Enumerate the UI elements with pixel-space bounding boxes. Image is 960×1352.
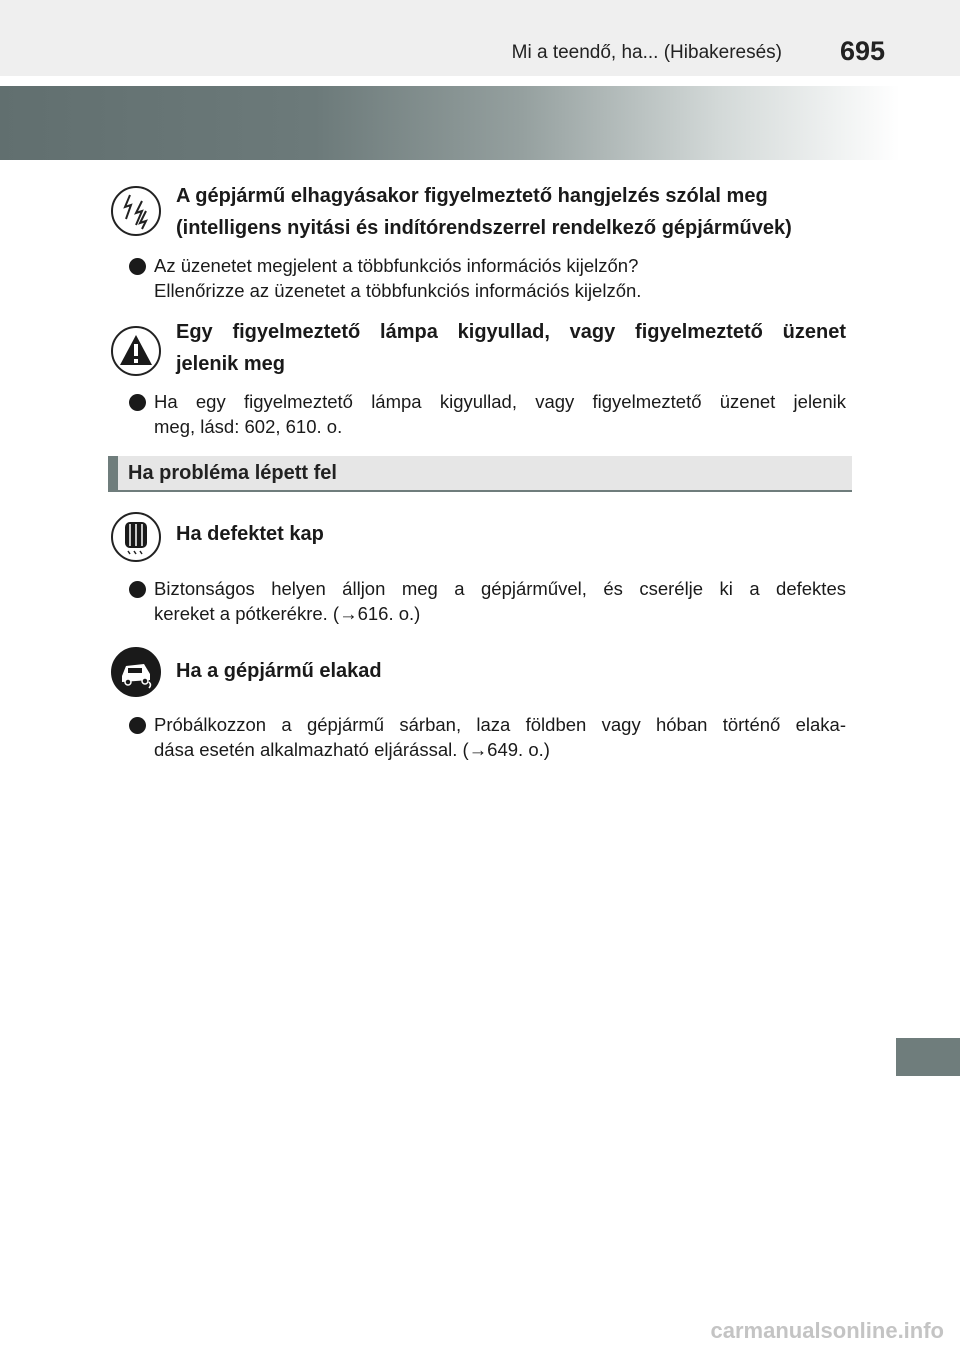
paragraph-warning-lamp xyxy=(154,389,846,439)
watermark: carmanualsonline.info xyxy=(710,1318,944,1343)
heading-line-1: Egy figyelmeztető lámpa kigyullad, vagy figyelmeztető üzenet xyxy=(176,321,846,343)
page-number: 695 xyxy=(839,36,885,66)
heading-line-1: A gépjármű elhagyásakor figyelmeztető hangjelzés szólal meg xyxy=(176,185,768,207)
heading-line-2: jelenik meg xyxy=(176,353,285,375)
exclamation-icon xyxy=(111,326,161,376)
paragraph-line-2: meg, lásd: 602, 610. o. xyxy=(154,416,343,437)
header-bar xyxy=(0,0,960,76)
bullet-marker xyxy=(129,581,151,603)
stuck-car-icon xyxy=(111,647,161,697)
paragraph-line-2: Ellenőrizze az üzenetet a többfunkciós információs kijelzőn. xyxy=(154,280,642,301)
paragraph-stuck-car xyxy=(154,712,846,762)
bullet-marker xyxy=(129,717,151,739)
paragraph-door-warning xyxy=(154,253,846,303)
paragraph-flat-tire xyxy=(154,576,846,626)
section-bar xyxy=(108,456,852,492)
bullet-marker xyxy=(129,394,151,416)
section-title: Ha probléma lépett fel xyxy=(128,462,337,484)
chapter-band xyxy=(0,86,900,160)
bullet-marker xyxy=(129,258,151,280)
paragraph-line-1: Próbálkozzon a gépjármű sárban, laza földben vagy hóban történő elaka- xyxy=(154,714,846,735)
paragraph-line-2: dása esetén alkalmazható eljárással. (→649. o.) xyxy=(154,739,550,760)
paragraph-line-2: kereket a pótkerékre. (→616. o.) xyxy=(154,603,421,624)
heading-warning-lamp xyxy=(176,316,846,380)
chapter-side-tab xyxy=(896,1038,960,1076)
paragraph-line-1: Ha egy figyelmeztető lámpa kigyullad, vagy figyelmeztető üzenet jelenik xyxy=(154,391,846,412)
warning-beep-icon xyxy=(111,186,161,236)
heading-flat-tire: Ha defektet kap xyxy=(176,523,324,545)
heading-door-warning xyxy=(176,180,846,244)
heading-line-2: (intelligens nyitási és indítórendszerrel rendelkező gépjárművek) xyxy=(176,217,792,239)
header-title: Mi a teendő, ha... (Hibakeresés) xyxy=(511,42,782,63)
paragraph-line-1: Az üzenetet megjelent a többfunkciós információs kijelzőn? xyxy=(154,255,639,276)
heading-stuck-car: Ha a gépjármű elakad xyxy=(176,660,382,682)
paragraph-line-1: Biztonságos helyen álljon meg a gépjárművel, és cserélje ki a defektes xyxy=(154,578,846,599)
flat-tire-icon xyxy=(111,512,161,562)
